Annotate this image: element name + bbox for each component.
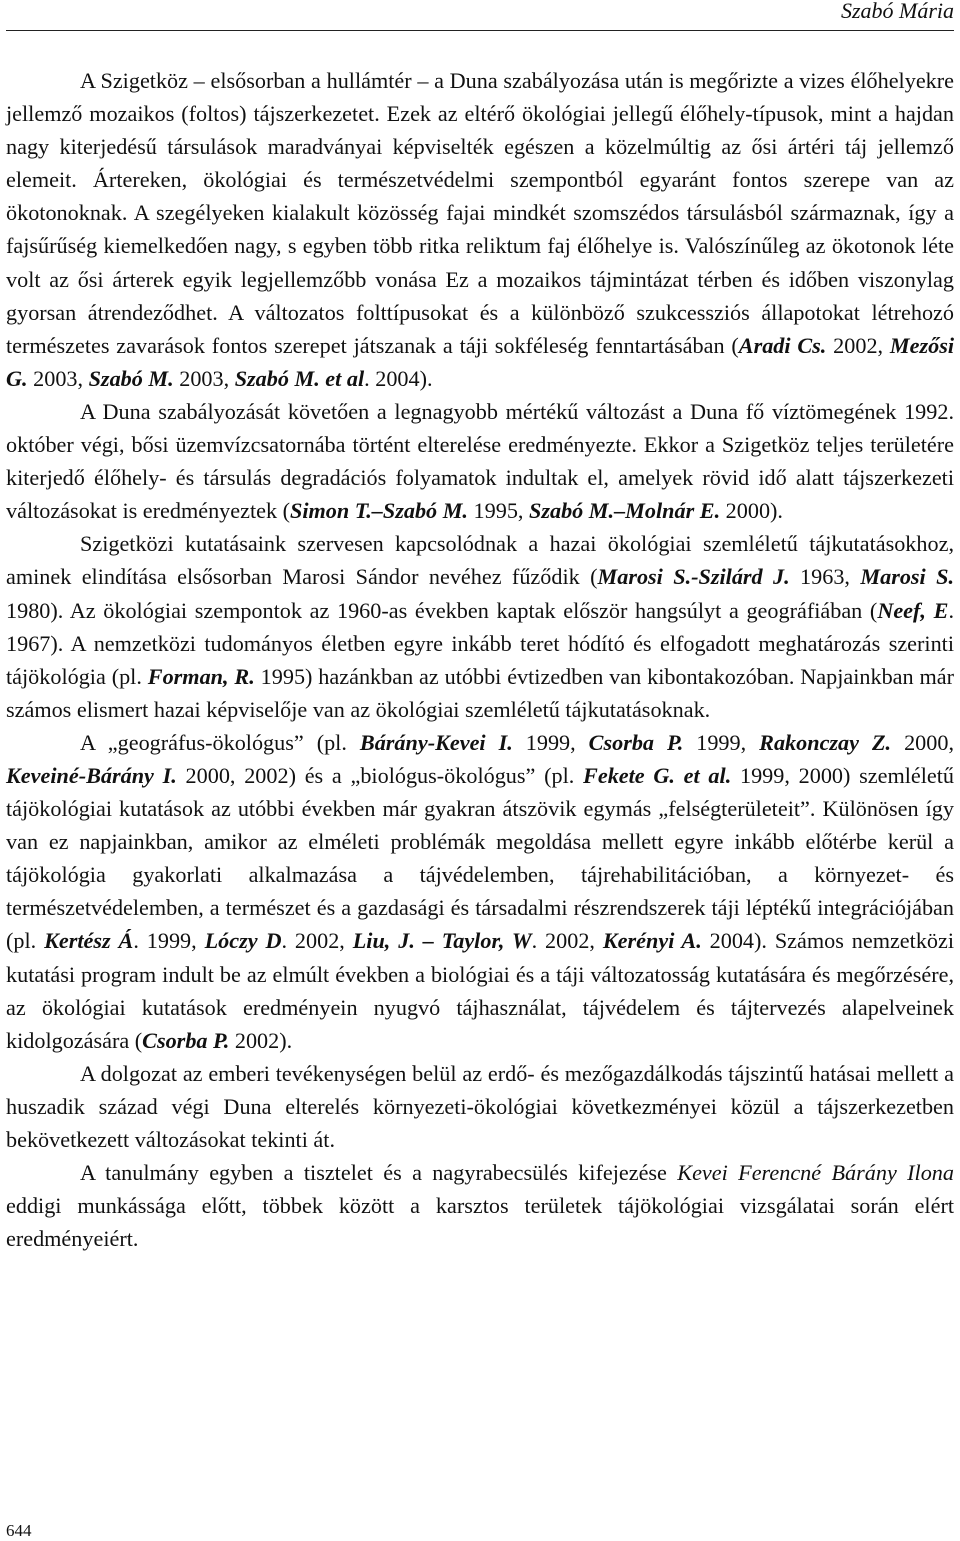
running-header-author: Szabó Mária <box>840 0 954 23</box>
citation-author: Szabó M. <box>88 365 174 391</box>
citation-author: Szabó M.–Molnár E. <box>529 498 721 524</box>
citation-author: Csorba P. <box>588 729 684 755</box>
page-number: 644 <box>6 1521 32 1540</box>
citation-author: Mezősi G. <box>6 332 954 391</box>
citation-author: Liu, J. – Taylor, W <box>352 928 532 954</box>
citation-author: Aradi Cs. <box>738 332 827 358</box>
citation-author: Csorba P. <box>142 1027 230 1053</box>
header-rule <box>6 30 954 31</box>
paragraph-6: A tanulmány egyben a tisztelet és a nagyrabecsülés kifejezése Kevei Ferencné Bárány Ilona eddigi munkássága előtt, többek között a karsztos területek tájökológiai vizsgálatai során elért eredményeiért. <box>6 1160 954 1252</box>
citation-author: Marosi S. <box>860 564 954 590</box>
citation-author: Bárány-Kevei I. <box>359 729 513 755</box>
paragraph-5: A dolgozat az emberi tevékenységen belül az erdő- és mezőgazdálkodás tájszintű hatásai mellett a huszadik század végi Duna elterelés környezeti-ökológiai következményei közül a tájszerkezetben bekövetkezett változásokat tekinti át. <box>6 1060 954 1152</box>
article-body <box>6 64 954 1255</box>
citation-author: Marosi S.-Szilárd J. <box>597 564 790 590</box>
citation-author: Rakonczay Z. <box>759 729 892 755</box>
running-header <box>0 0 960 34</box>
paragraph-4: A „geográfus-ökológus” (pl. Bárány-Kevei I. 1999, Csorba P. 1999, Rakonczay Z. 2000, Keveiné-Bárány I. 2000, 2002) és a „biológus-ökológus” (pl. Fekete G. et al. 1999, 2000) szemléletű tájökológiai kutatások az utóbbi években már gyakran átszövik egymás „felségterületeit”. Különösen így van ez napjainkban, amikor az elméleti problémák megoldása mellett egyre inkább előtérbe kerül a tájökológia gyakorlati alkalmazása a tájvédelemben, tájrehabilitációban, a környezet- és természetvédelemben, a természet és a gazdasági és társadalmi részrendszerek táji léptékű integrációjában (pl. Kertész Á. 1999, Lóczy D. 2002, Liu, J. – Taylor, W. 2002, Kerényi A. 2004). Számos nemzetközi kutatási program indult be az elmúlt években a biológiai és a táji változatosság kutatására és megőrzésére, az ökológiai kutatások eredményein nyugvó tájhasználat, tájvédelem és tájtervezés alapelveinek kidolgozására (Csorba P. 2002). <box>6 729 955 1053</box>
paragraph-3: Szigetközi kutatásaink szervesen kapcsolódnak a hazai ökológiai szemléletű tájkutatásokhoz, aminek elindítása elsősorban Marosi Sándor nevéhez fűződik (Marosi S.-Szilárd J. 1963, Marosi S. 1980). Az ökológiai szempontok az 1960-as években kaptak először hangsúlyt a geográfiában (Neef, E. 1967). A nemzetközi tudományos életben egyre inkább teret hódító és elfogadott meghatározás szerinti tájökológia (pl. Forman, R. 1995) hazánkban az utóbbi évtizedben van kibontakozóban. Napjainkban már számos elismert hazai képviselője van az ökológiai szemléletű tájkutatásoknak. <box>6 531 954 722</box>
citation-author: Kertész Á <box>44 928 134 954</box>
citation-author: Fekete G. et al. <box>583 762 732 788</box>
citation-author: Lóczy D <box>204 928 282 954</box>
citation-author: Forman, R. <box>147 663 255 689</box>
citation-author: Kerényi A. <box>602 928 702 954</box>
citation-author: Neef, E <box>877 597 949 623</box>
italic-name: Kevei Ferencné Bárány Ilona <box>677 1160 954 1186</box>
citation-author: Keveiné-Bárány I. <box>6 762 177 788</box>
citation-author: Simon T.–Szabó M. <box>290 498 468 524</box>
citation-author: Szabó M. et al <box>234 365 365 391</box>
paragraph-2: A Duna szabályozását követően a legnagyobb mértékű változást a Duna fő víztömegének 1992. október végi, bősi üzemvízcsatornába történt elterelése eredményezte. Ekkor a Szigetköz teljes területére kiterjedő élőhely- és társulás degradációs folyamatok indultak el, amelyek rövid idő alatt tájszerkezeti változásokat is eredményeztek (Simon T.–Szabó M. 1995, Szabó M.–Molnár E. 2000). <box>6 398 954 524</box>
paragraph-1: A Szigetköz – elsősorban a hullámtér – a Duna szabályozása után is megőrizte a vizes élőhelyekre jellemző mozaikos (foltos) tájszerkezetet. Ezek az eltérő ökológiai jellegű élőhely-típusok, mint a hajdan nagy kiterjedésű társulások maradványai képviselték egészen a közelmúltig az ősi ártéri táj jellemző elemeit. Ártereken, ökológiai és természetvédelmi szempontból egyaránt fontos szerepe van az ökotonoknak. A szegélyeken kialakult közösség fajai mindkét szomszédos társulásból származnak, így a fajsűrűség kiemelkedően nagy, s egyben több ritka reliktum faj élőhelye is. Valószínűleg az ökotonok léte volt az ősi árterek egyik legjellemzőbb vonása Ez a mozaikos tájmintázat térben és időben viszonylag gyorsan átrendeződhet. A változatos folttípusokat és a különböző szukcessziós állapotokat létrehozó természetes zavarások fontos szerepet játszanak a táji sokféleség fenntartásában (Aradi Cs. 2002, Mezősi G. 2003, Szabó M. 2003, Szabó M. et al. 2004). <box>6 68 954 391</box>
